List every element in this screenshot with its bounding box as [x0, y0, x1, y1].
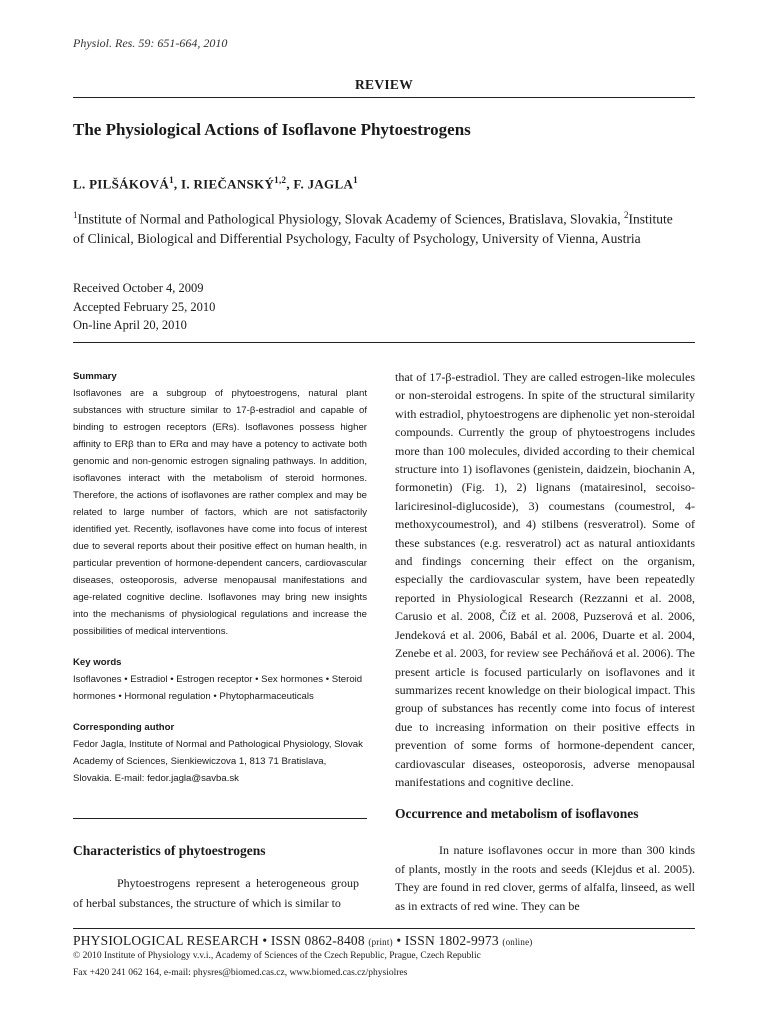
footer-journal-issn: PHYSIOLOGICAL RESEARCH • ISSN 0862-8408 [73, 933, 365, 948]
footer-online-issn: • ISSN 1802-9973 [396, 933, 499, 948]
author-affiliation-mark: 1 [353, 175, 358, 185]
characteristics-paragraph: Phytoestrogens represent a heterogeneous group of herbal substances, the structure of which is similar to [73, 876, 359, 910]
occurrence-paragraph: In nature isoflavones occur in more than 300 kinds of plants, mostly in the roots and seeds (Klejdus et al. 2005). They are found in red clover, germs of alfalfa, linseed, as well as in extracts of red wine. They can be [395, 843, 695, 913]
author-name: L. PILŠÁKOVÁ [73, 176, 170, 192]
footer-journal-line [73, 933, 532, 949]
abstract-rule [73, 342, 695, 343]
footer-print-label: (print) [368, 937, 393, 947]
footer-contact: Fax +420 241 062 164, e-mail: physres@biomed.cas.cz, www.biomed.cas.cz/physiolres [73, 968, 408, 978]
corresponding-heading: Corresponding author [73, 722, 175, 733]
footer-copyright: © 2010 Institute of Physiology v.v.i., Academy of Sciences of the Czech Republic, Prague, Czech Republic [73, 951, 481, 961]
affiliation-mark: 1 [73, 210, 78, 220]
affiliation-mark: 2 [624, 210, 629, 220]
affiliation-text: Institute of Clinical, Biological and Differential Psychology, Faculty of Psychology, University of Vienna, Austria [73, 211, 673, 246]
author-affiliation-mark: 1,2 [274, 175, 287, 185]
section-label-text: REVIEW [354, 77, 414, 92]
affiliations [73, 206, 673, 249]
footer-online-label: (online) [502, 937, 533, 947]
section-label [0, 77, 768, 93]
accepted-date: Accepted February 25, 2010 [73, 299, 216, 314]
header-rule [73, 97, 695, 98]
footer-rule [73, 928, 695, 929]
author-affiliation-mark: 1 [169, 175, 174, 185]
corresponding-text: Fedor Jagla, Institute of Normal and Pathological Physiology, Slovak Academy of Sciences, Sienkiewiczova 1, 813 71 Bratislava, Slovakia. E-mail: fedor.jagla@savba.sk [73, 739, 363, 784]
journal-reference: Physiol. Res. 59: 651-664, 2010 [73, 36, 228, 50]
author-list: L. PILŠÁKOVÁ$^1$, I. RIEČANSKÝ$^{1,2}$, F. JAGLA$^1$ [73, 175, 358, 192]
section-heading-characteristics: Characteristics of phytoestrogens [73, 843, 266, 858]
author-name: I. RIEČANSKÝ [180, 176, 275, 192]
article-dates [73, 279, 215, 335]
body-column-right: that of 17-β-estradiol. They are called estrogen-like molecules or non-steroidal estrogens. In spite of the structural similarity with estradiol, phytoestrogens are diphenolic yet non-steroidal compounds. Currently the group of phytoestrogens includes more than 100 molecules, divided according to their chemical structure into 1) isoflavones (genistein, daidzein, biochanin A, formonetin) (Fig. 1), 2) lignans (matairesinol, secoiso-lariciresinol-diglucoside), 3) coumestans (coumestrol, 4-methoxycoumestrol), and 4) stilbens (resveratrol). Some of these substances (e.g. resveratrol) act as natural antioxidants and findings concerning their effect on the organism, especially the cardiovascular system, have been repeatedly reported in Physiological Research (Rezzanni et al. 2008, Carusio et al. 2008, Číž et al. 2008, Puzserová et al. 2006, Jendeková et al. 2006, Babál et al. 2006, Duarte et al. 2004, Zenebe et al. 2003, for review see Pecháňová et al. 2006). The present article is focused particularly on isoflavones and it summarizes recent knowledge on their biological impact. This group of substances has recently come into focus of interest due to increasing information on their positive effects in prevention of some forms of hormone-dependent cancer, cardiovascular diseases, osteoporosis, adverse menopausal manifestations and cognitive decline. [395, 370, 695, 789]
summary-heading: Summary [73, 371, 117, 382]
received-date: Received October 4, 2009 [73, 281, 204, 295]
author-name: F. JAGLA [293, 176, 354, 192]
abstract-column [73, 368, 367, 801]
keywords-text: Isoflavones • Estradiol • Estrogen receptor • Sex hormones • Steroid hormones • Hormonal regulation • Phytopharmaceuticals [73, 674, 363, 702]
summary-text: Isoflavones are a subgroup of phytoestrogens, natural plant substances with structure similar to 17-β-estradiol and capable of binding to estrogen receptors (ERs). Isoflavones possess higher affinity to ERβ than to ERα and may have a potency to activate both genomic and non-genomic estrogen signaling pathways. In addition, isoflavones interact with the metabolism of steroid hormones. Therefore, the actions of isoflavones are rather complex and may be related to large number of factors, which are not satisfactorily identified yet. Recently, isoflavones have come into focus of interest due to several reports about their positive effect on human health, in particular prevention of hormone-dependent cancers, cardiovascular diseases, osteoporosis, adverse menopausal manifestations and age-related cognitive decline. Isoflavones may bring new insights into the mechanisms of physiological regulations and increase the possibilities of medical interventions. [73, 388, 367, 637]
keywords-heading: Key words [73, 657, 122, 668]
online-date: On-line April 20, 2010 [73, 318, 187, 332]
section-heading-occurrence: Occurrence and metabolism of isoflavones [395, 806, 639, 821]
abstract-end-rule [73, 818, 367, 819]
affiliation-text: Institute of Normal and Pathological Physiology, Slovak Academy of Sciences, Bratislava, Slovakia, [77, 211, 621, 227]
article-title: The Physiological Actions of Isoflavone Phytoestrogens [73, 120, 471, 139]
